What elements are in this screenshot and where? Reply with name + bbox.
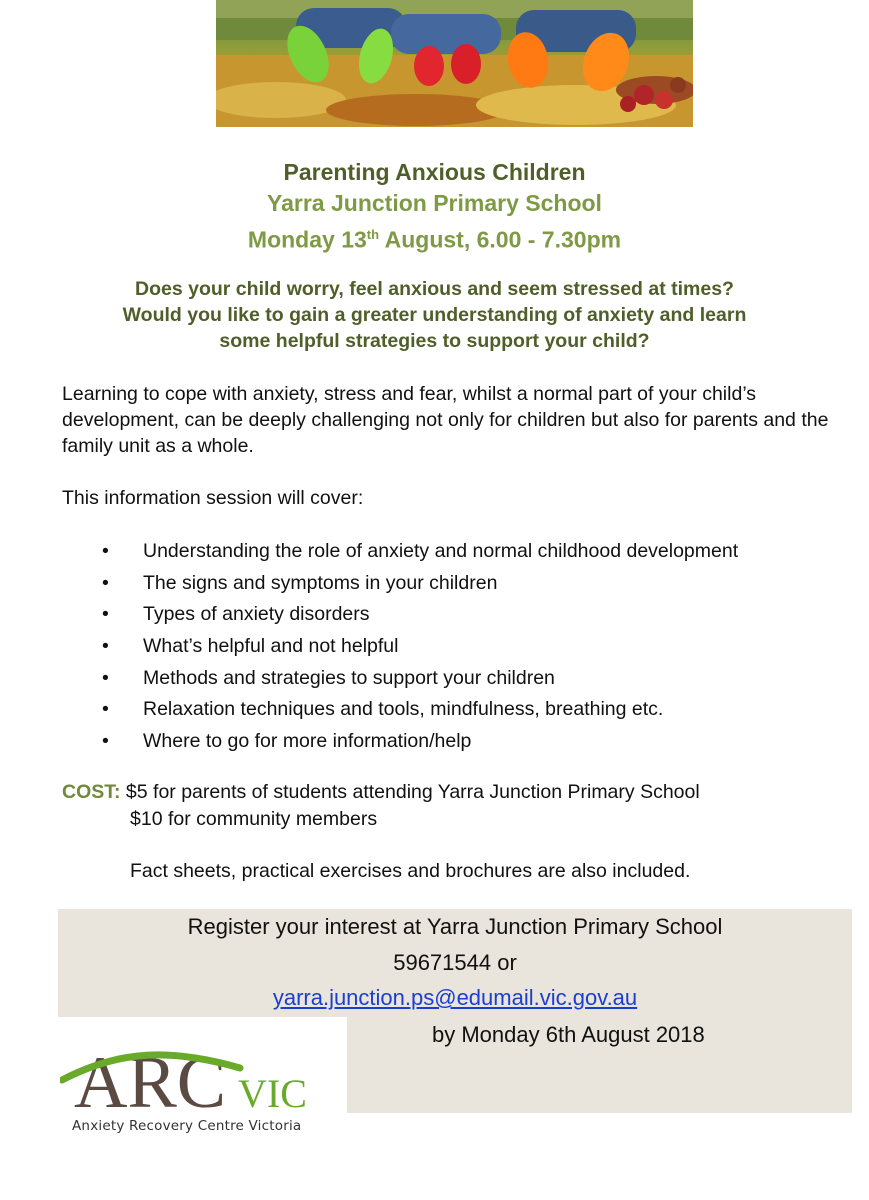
register-phone: 59671544 or xyxy=(393,950,517,975)
included-note: Fact sheets, practical exercises and brochures are also included. xyxy=(130,860,691,882)
topic-text: The signs and symptoms in your children xyxy=(143,571,498,594)
school-name: Yarra Junction Primary School xyxy=(267,190,602,216)
date-suffix: th xyxy=(366,227,380,242)
bullet-icon: • xyxy=(102,635,109,658)
bullet-icon: • xyxy=(102,603,109,626)
topic-text: Relaxation techniques and tools, mindfulness, breathing etc. xyxy=(143,698,664,721)
register-email-link[interactable]: yarra.junction.ps@edumail.vic.gov.au xyxy=(272,985,638,1010)
intro-line: some helpful strategies to support your child? xyxy=(219,330,650,352)
cost-parents: $5 for parents of students attending Yarra Junction Primary School xyxy=(125,781,700,803)
date-rest: August, 6.00 - 7.30pm xyxy=(379,226,622,253)
register-deadline: by Monday 6th August 2018 xyxy=(432,1022,705,1047)
bullet-icon: • xyxy=(102,571,109,594)
list-item xyxy=(0,538,869,570)
topic-text: Methods and strategies to support your children xyxy=(143,666,555,689)
event-date xyxy=(0,219,869,256)
bullet-icon: • xyxy=(102,540,109,562)
list-item xyxy=(0,696,869,728)
cost-label: COST: xyxy=(62,781,121,803)
topic-text: Understanding the role of anxiety and normal childhood development xyxy=(143,540,739,562)
bullet-icon: • xyxy=(102,666,109,689)
event-title: Parenting Anxious Children xyxy=(283,159,586,185)
bullet-icon: • xyxy=(102,730,109,753)
topic-text: Where to go for more information/help xyxy=(143,730,472,753)
intro-questions xyxy=(40,276,829,354)
title-block xyxy=(0,157,869,256)
register-text: Register your interest at Yarra Junction Primary School xyxy=(187,914,723,939)
session-intro: This information session will cover: xyxy=(62,487,364,509)
list-item xyxy=(0,601,869,633)
list-item xyxy=(0,665,869,697)
cost-line-1 xyxy=(62,779,700,805)
list-item xyxy=(0,728,869,760)
date-day: Monday 13 xyxy=(247,226,367,253)
cost-community: $10 for community members xyxy=(130,808,378,830)
topic-text: What’s helpful and not helpful xyxy=(143,635,399,658)
topics-list xyxy=(0,538,869,760)
hero-image xyxy=(216,0,693,127)
list-item xyxy=(0,633,869,665)
intro-line: Would you like to gain a greater understanding of anxiety and learn xyxy=(122,304,747,326)
logo-tagline: Anxiety Recovery Centre Victoria xyxy=(72,1118,302,1134)
bullet-icon: • xyxy=(102,698,109,721)
logo-vic-text: VIC xyxy=(238,1071,307,1115)
logo-arc-text: ARC xyxy=(74,1042,227,1115)
list-item xyxy=(0,570,869,602)
description-paragraph: Learning to cope with anxiety, stress and fear, whilst a normal part of your child’s development, can be deeply challenging not only for children but also for parents and the family unit as a whole. xyxy=(62,383,829,457)
intro-line: Does your child worry, feel anxious and seem stressed at times? xyxy=(135,278,734,300)
arcvic-logo xyxy=(60,1030,345,1145)
topic-text: Types of anxiety disorders xyxy=(143,603,370,626)
